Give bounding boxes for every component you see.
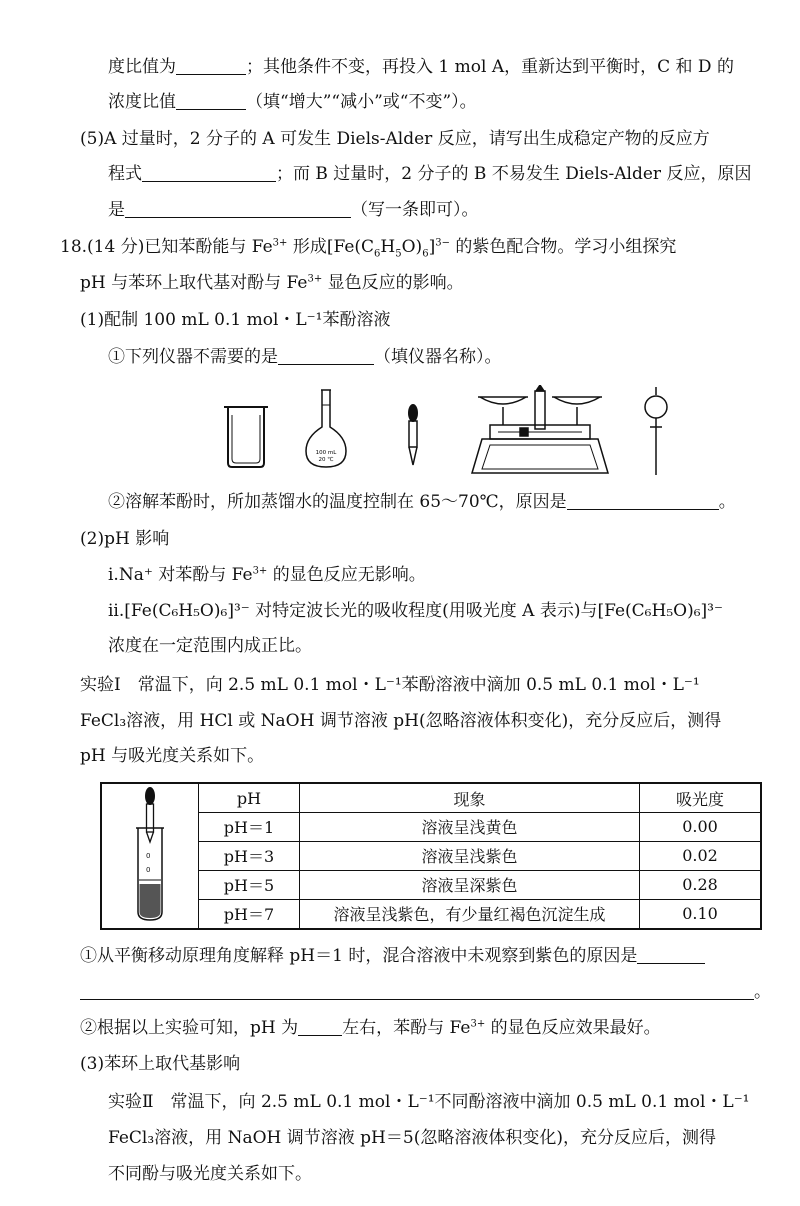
q18-note-ii-line-1: ii.[Fe(C₆H₅O)₆]³⁻ 对特定波长光的吸收程度(用吸光度 A 表示)与[Fe(C₆H₅O)₆]³⁻ bbox=[108, 601, 723, 621]
table-cell: 溶液呈浅紫色，有少量红褐色沉淀生成 bbox=[300, 899, 640, 929]
answer-blank[interactable] bbox=[176, 56, 246, 75]
table-cell: 0.02 bbox=[640, 841, 762, 870]
column-header-absorbance: 吸光度 bbox=[640, 783, 762, 813]
q18-part2-q1: ①从平衡移动原理角度解释 pH＝1 时，混合溶液中未观察到紫色的原因是 bbox=[80, 944, 705, 968]
answer-blank[interactable] bbox=[567, 491, 719, 510]
svg-text:0: 0 bbox=[146, 852, 151, 860]
table-cell: 0.00 bbox=[640, 813, 762, 842]
table-row bbox=[101, 813, 761, 842]
flask-label-temperature: 20 ℃ bbox=[318, 457, 334, 463]
answer-blank[interactable] bbox=[637, 945, 705, 964]
experiment-2-line-3: 不同酚与吸光度关系如下。 bbox=[108, 1164, 312, 1184]
balance-icon bbox=[472, 385, 608, 473]
table-cell: pH＝5 bbox=[199, 870, 300, 899]
q17-part5-line-1: (5)A 过量时，2 分子的 A 可发生 Diels-Alder 反应，请写出生成稳定产物的反应方 bbox=[80, 129, 710, 149]
q17-part5-line-2: 程式 ；而 B 过量时，2 分子的 B 不易发生 Diels-Alder 反应，原因 bbox=[108, 164, 752, 184]
q18-heading-line-2: pH 与苯环上取代基对酚与 $Fe^{3+}$ 显色反应的影响。 bbox=[80, 273, 464, 293]
separatory-funnel-icon bbox=[645, 387, 667, 475]
table-cell: 溶液呈浅紫色 bbox=[300, 841, 640, 870]
answer-blank[interactable] bbox=[176, 91, 246, 110]
q18-part2-q2: ②根据以上实验可知，pH 为 左右，苯酚与 $Fe^{3+}$ 的显色反应效果最好。 bbox=[80, 1018, 661, 1038]
table-header-row bbox=[101, 783, 761, 813]
test-tube-dropper-icon bbox=[130, 784, 170, 924]
answer-blank[interactable] bbox=[80, 981, 754, 1000]
answer-blank[interactable] bbox=[142, 163, 276, 182]
experiment-1-line-3: pH 与吸光度关系如下。 bbox=[80, 746, 265, 766]
experiment-2-line-2: FeCl₃溶液，用 NaOH 调节溶液 pH＝5(忽略溶液体积变化)，充分反应后，测得 bbox=[108, 1128, 716, 1148]
q18-note-i: i.Na⁺ 对苯酚与 $Fe^{3+}$ 的显色反应无影响。 bbox=[108, 565, 426, 585]
table-cell: 0.10 bbox=[640, 899, 762, 929]
q17-part5-line-3: 是 （写一条即可）。 bbox=[108, 200, 479, 220]
table-row bbox=[101, 870, 761, 899]
column-header-ph: pH bbox=[199, 783, 300, 813]
dropper-icon bbox=[408, 404, 418, 465]
q18-part1-title: (1)配制 100 mL 0.1 mol・L⁻¹苯酚溶液 bbox=[80, 310, 391, 330]
q18-part2-q1-continuation: 。 bbox=[80, 980, 771, 1004]
table-cell: pH＝1 bbox=[199, 813, 300, 842]
table-cell: pH＝3 bbox=[199, 841, 300, 870]
answer-blank[interactable] bbox=[298, 1017, 342, 1036]
ph-absorbance-table bbox=[100, 782, 762, 930]
table-cell: 0.28 bbox=[640, 870, 762, 899]
q18-part3-title: (3)苯环上取代基影响 bbox=[80, 1054, 241, 1074]
q17-line-1: 度比值为 ；其他条件不变，再投入 1 mol A，重新达到平衡时，C 和 D 的 bbox=[108, 57, 734, 77]
table-row bbox=[101, 841, 761, 870]
table-cell: 溶液呈深紫色 bbox=[300, 870, 640, 899]
experiment-1-line-1: 实验Ⅰ 常温下，向 2.5 mL 0.1 mol・L⁻¹苯酚溶液中滴加 0.5 mL 0.1 mol・L⁻¹ bbox=[80, 675, 700, 695]
table-row bbox=[101, 899, 761, 929]
column-header-phenomenon: 现象 bbox=[300, 783, 640, 813]
q18-part1-q1: ①下列仪器不需要的是 （填仪器名称）。 bbox=[108, 347, 502, 367]
q17-line-2: 浓度比值 （填“增大”“减小”或“不变”）。 bbox=[108, 92, 477, 112]
experiment-1-line-2: FeCl₃溶液，用 HCl 或 NaOH 调节溶液 pH(忽略溶液体积变化)，充分反应后，测得 bbox=[80, 711, 722, 731]
q18-note-ii-line-2: 浓度在一定范围内成正比。 bbox=[108, 636, 312, 656]
q18-part2-title: (2)pH 影响 bbox=[80, 529, 170, 549]
instruments-figure bbox=[220, 385, 680, 480]
table-cell: 溶液呈浅黄色 bbox=[300, 813, 640, 842]
beaker-icon bbox=[224, 407, 268, 467]
test-tube-cell bbox=[101, 783, 199, 929]
q18-heading-line-1: 18.(14 分)已知苯酚能与 $Fe^{3+}$ 形成$[Fe(C_6H_5O)_6]^{3-}$ 的紫色配合物。学习小组探究 bbox=[60, 237, 677, 260]
answer-blank[interactable] bbox=[125, 199, 351, 218]
table-cell: pH＝7 bbox=[199, 899, 300, 929]
answer-blank[interactable] bbox=[278, 346, 374, 365]
experiment-2-line-1: 实验Ⅱ 常温下，向 2.5 mL 0.1 mol・L⁻¹不同酚溶液中滴加 0.5 mL 0.1 mol・L⁻¹ bbox=[108, 1092, 750, 1112]
flask-label-volume: 100 mL bbox=[315, 450, 337, 456]
svg-text:0: 0 bbox=[146, 866, 151, 874]
q18-part1-q2: ②溶解苯酚时，所加蒸馏水的温度控制在 65～70℃，原因是 。 bbox=[108, 492, 736, 512]
